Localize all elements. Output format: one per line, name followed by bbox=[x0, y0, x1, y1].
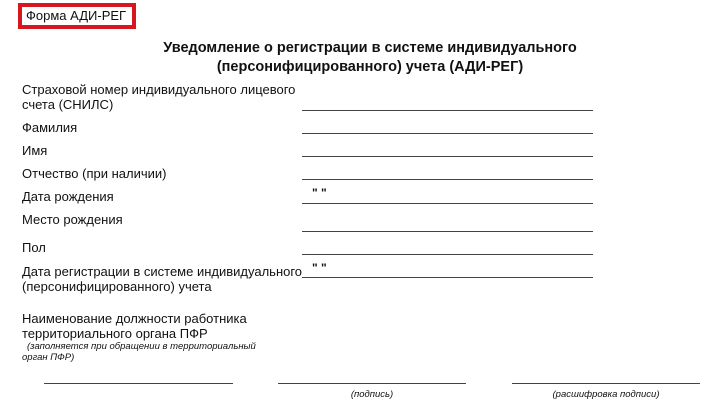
position-note-line2: орган ПФР) bbox=[22, 352, 75, 363]
field-label-registration-date-line2: (персонифицированного) учета bbox=[22, 279, 212, 294]
field-label-surname: Фамилия bbox=[22, 120, 78, 135]
form-tag-badge: Форма АДИ-РЕГ bbox=[18, 3, 136, 29]
field-input-sex[interactable] bbox=[302, 254, 593, 255]
field-label-birth-date: Дата рождения bbox=[22, 189, 114, 204]
field-label-name: Имя bbox=[22, 143, 48, 158]
field-input-snils[interactable] bbox=[302, 110, 593, 111]
document-title-line2: (персонифицированного) учета (АДИ-РЕГ) bbox=[216, 59, 524, 75]
document-title-line1: Уведомление о регистрации в системе индивидуального bbox=[163, 40, 577, 56]
field-label-sex: Пол bbox=[22, 240, 46, 255]
signature-caption: (подпись) bbox=[350, 389, 394, 400]
registration-date-quotes: " " bbox=[312, 261, 327, 275]
signature-decoding-line[interactable] bbox=[512, 383, 700, 384]
field-input-name[interactable] bbox=[302, 156, 593, 157]
field-input-birth-place[interactable] bbox=[302, 231, 593, 232]
position-label bbox=[22, 311, 247, 341]
position-label-line1: Наименование должности работника bbox=[22, 311, 247, 326]
field-label-snils bbox=[22, 82, 295, 112]
field-label-registration-date bbox=[22, 264, 302, 294]
field-input-registration-date[interactable] bbox=[302, 277, 593, 278]
field-input-birth-date[interactable] bbox=[302, 203, 593, 204]
field-label-birth-place: Место рождения bbox=[22, 212, 123, 227]
position-note bbox=[22, 341, 256, 363]
document-title bbox=[140, 39, 600, 77]
field-label-snils-line1: Страховой номер индивидуального лицевого bbox=[22, 82, 296, 97]
field-input-patronymic[interactable] bbox=[302, 179, 593, 180]
birth-date-quotes: " " bbox=[312, 186, 327, 200]
position-signature-line[interactable] bbox=[44, 383, 233, 384]
position-note-line1: (заполняется при обращении в территориальный bbox=[27, 341, 256, 352]
position-label-line2: территориального органа ПФР bbox=[22, 326, 208, 341]
field-label-patronymic: Отчество (при наличии) bbox=[22, 166, 167, 181]
signature-line[interactable] bbox=[278, 383, 466, 384]
field-label-registration-date-line1: Дата регистрации в системе индивидуального bbox=[22, 264, 303, 279]
field-label-snils-line2: счета (СНИЛС) bbox=[22, 97, 114, 112]
field-input-surname[interactable] bbox=[302, 133, 593, 134]
signature-decoding-caption: (расшифровка подписи) bbox=[552, 389, 660, 400]
